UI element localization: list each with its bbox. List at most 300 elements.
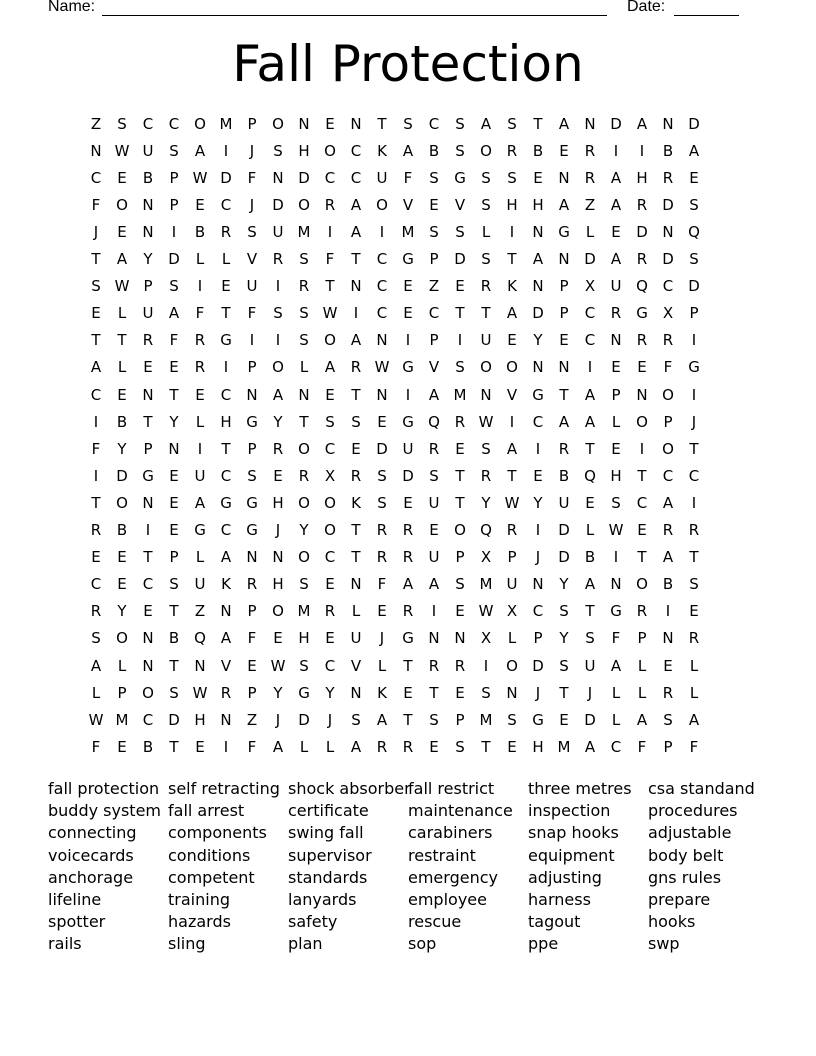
grid-letter: E bbox=[611, 358, 621, 377]
grid-letter: H bbox=[298, 629, 310, 648]
grid-letter: R bbox=[90, 521, 102, 539]
grid-letter: E bbox=[143, 358, 153, 377]
grid-letter: F bbox=[91, 737, 101, 756]
grid-letter: O bbox=[506, 656, 518, 675]
grid-letter: G bbox=[220, 331, 232, 350]
grid-letter: T bbox=[169, 385, 179, 404]
grid-letter: G bbox=[246, 521, 258, 539]
grid-letter: U bbox=[142, 141, 154, 160]
grid-letter: H bbox=[272, 575, 284, 594]
grid-letter: P bbox=[429, 250, 439, 268]
grid-letter: N bbox=[376, 331, 388, 350]
grid-letter: N bbox=[532, 358, 544, 377]
grid-letter: P bbox=[169, 195, 179, 214]
grid-letter: E bbox=[221, 277, 231, 296]
grid-letter: R bbox=[688, 521, 700, 539]
grid-letter: R bbox=[558, 439, 570, 458]
grid-letter: J bbox=[249, 141, 255, 160]
grid-letter: E bbox=[325, 575, 335, 594]
grid-letter: N bbox=[246, 548, 258, 567]
grid-letter: R bbox=[402, 602, 414, 621]
grid-letter: C bbox=[376, 250, 388, 268]
grid-letter: S bbox=[117, 114, 127, 133]
grid-letter: Z bbox=[246, 710, 258, 729]
grid-letter: N bbox=[532, 222, 544, 241]
grid-letter: R bbox=[454, 656, 466, 675]
grid-letter: G bbox=[220, 493, 232, 512]
grid-letter: L bbox=[117, 656, 127, 675]
grid-letter: E bbox=[169, 521, 179, 539]
grid-letter: N bbox=[272, 548, 284, 567]
grid-letter: I bbox=[379, 222, 385, 241]
grid-letter: G bbox=[246, 493, 258, 512]
grid-letter: V bbox=[454, 195, 466, 214]
grid-letter: L bbox=[481, 222, 491, 241]
grid-letter: B bbox=[116, 412, 128, 431]
grid-letter: Q bbox=[688, 222, 700, 241]
grid-letter: E bbox=[117, 548, 127, 567]
grid-letter: A bbox=[402, 575, 414, 594]
grid-letter: L bbox=[377, 656, 387, 675]
grid-letter: O bbox=[324, 331, 336, 350]
grid-letter: E bbox=[273, 466, 283, 485]
grid-letter: D bbox=[272, 195, 284, 214]
grid-letter: P bbox=[247, 114, 257, 133]
grid-letter: U bbox=[350, 629, 362, 648]
word-item: supervisor bbox=[288, 845, 372, 865]
grid-letter: I bbox=[509, 412, 515, 431]
grid-letter: N bbox=[376, 385, 388, 404]
word-item: employee bbox=[408, 890, 487, 909]
grid-letter: P bbox=[533, 629, 543, 648]
grid-letter: T bbox=[377, 114, 387, 133]
grid-letter: A bbox=[532, 250, 544, 268]
word-item: harness bbox=[528, 890, 591, 909]
grid-letter: K bbox=[377, 141, 387, 160]
grid-letter: T bbox=[533, 114, 543, 133]
grid-letter: E bbox=[325, 629, 335, 648]
grid-letter: E bbox=[273, 629, 283, 648]
grid-letter: N bbox=[142, 195, 154, 214]
grid-letter: R bbox=[584, 141, 596, 160]
grid-letter: S bbox=[429, 466, 439, 485]
grid-letter: S bbox=[247, 466, 257, 485]
grid-letter: F bbox=[689, 737, 699, 756]
grid-letter: Y bbox=[117, 602, 127, 621]
grid-letter: A bbox=[350, 331, 362, 350]
grid-letter: M bbox=[479, 575, 493, 594]
grid-letter: C bbox=[220, 195, 232, 214]
grid-letter: E bbox=[455, 277, 465, 296]
word-item: body belt bbox=[648, 845, 724, 865]
word-item: procedures bbox=[648, 801, 738, 821]
grid-letter: M bbox=[297, 222, 311, 241]
grid-letter: K bbox=[221, 575, 231, 594]
grid-letter: O bbox=[272, 602, 284, 621]
grid-letter: P bbox=[663, 412, 673, 431]
grid-letter: B bbox=[558, 466, 570, 485]
word-item: connecting bbox=[48, 823, 137, 843]
grid-letter: T bbox=[689, 548, 699, 567]
grid-letter: C bbox=[220, 385, 232, 404]
grid-letter: N bbox=[480, 385, 492, 404]
grid-letter: Z bbox=[584, 195, 596, 214]
grid-letter: W bbox=[114, 277, 130, 296]
grid-letter: O bbox=[298, 493, 310, 512]
grid-letter: C bbox=[662, 466, 674, 485]
grid-letter: C bbox=[90, 575, 102, 594]
grid-letter: P bbox=[559, 304, 569, 323]
grid-letter: Q bbox=[636, 277, 648, 296]
grid-letter: A bbox=[636, 710, 648, 729]
grid-letter: S bbox=[325, 412, 335, 431]
grid-letter: R bbox=[662, 521, 674, 539]
grid-letter: A bbox=[428, 385, 440, 404]
grid-letter: T bbox=[169, 737, 179, 756]
grid-letter: E bbox=[455, 602, 465, 621]
grid-letter: J bbox=[93, 222, 99, 241]
grid-letter: U bbox=[402, 439, 414, 458]
grid-letter: R bbox=[376, 521, 388, 539]
word-item: inspection bbox=[528, 801, 611, 821]
grid-letter: A bbox=[272, 385, 284, 404]
grid-letter: O bbox=[116, 629, 128, 648]
grid-letter: C bbox=[90, 168, 102, 187]
grid-letter: H bbox=[194, 710, 206, 729]
grid-letter: T bbox=[481, 737, 491, 756]
grid-letter: I bbox=[613, 141, 619, 160]
grid-letter: X bbox=[480, 629, 492, 648]
grid-letter: Y bbox=[325, 683, 335, 702]
grid-letter: C bbox=[350, 141, 362, 160]
grid-letter: C bbox=[220, 521, 232, 539]
grid-letter: O bbox=[142, 683, 154, 702]
grid-letter: D bbox=[402, 466, 414, 485]
grid-letter: D bbox=[168, 250, 180, 268]
grid-letter: S bbox=[481, 250, 491, 268]
grid-letter: C bbox=[142, 710, 154, 729]
grid-letter: P bbox=[169, 168, 179, 187]
grid-letter: N bbox=[558, 168, 570, 187]
word-item: equipment bbox=[528, 845, 615, 865]
grid-letter: N bbox=[428, 629, 440, 648]
grid-letter: S bbox=[429, 222, 439, 241]
grid-letter: A bbox=[350, 195, 362, 214]
grid-letter: P bbox=[247, 439, 257, 458]
grid-letter: W bbox=[322, 304, 338, 323]
grid-letter: R bbox=[402, 548, 414, 567]
grid-letter: N bbox=[142, 385, 154, 404]
grid-letter: T bbox=[689, 439, 699, 458]
grid-letter: A bbox=[636, 114, 648, 133]
word-item: maintenance bbox=[408, 801, 513, 821]
grid-letter: R bbox=[350, 466, 362, 485]
grid-letter: R bbox=[636, 602, 648, 621]
grid-letter: T bbox=[299, 412, 309, 431]
grid-letter: I bbox=[483, 656, 489, 675]
grid-letter: G bbox=[610, 602, 622, 621]
grid-letter: S bbox=[481, 439, 491, 458]
grid-letter: A bbox=[584, 412, 596, 431]
grid-letter: T bbox=[559, 683, 569, 702]
grid-letter: N bbox=[584, 114, 596, 133]
grid-letter: I bbox=[405, 331, 411, 350]
grid-letter: P bbox=[507, 548, 517, 567]
grid-letter: L bbox=[611, 683, 621, 702]
grid-letter: N bbox=[610, 575, 622, 594]
grid-letter: D bbox=[584, 710, 596, 729]
grid-letter: X bbox=[324, 466, 336, 485]
grid-letter: L bbox=[195, 250, 205, 268]
grid-letter: Y bbox=[559, 629, 569, 648]
grid-letter: S bbox=[351, 710, 361, 729]
grid-letter: E bbox=[689, 602, 699, 621]
grid-letter: N bbox=[350, 683, 362, 702]
grid-letter: F bbox=[611, 629, 621, 648]
grid-letter: J bbox=[587, 683, 593, 702]
grid-letter: D bbox=[298, 710, 310, 729]
grid-letter: O bbox=[324, 493, 336, 512]
grid-letter: L bbox=[637, 656, 647, 675]
grid-letter: O bbox=[636, 575, 648, 594]
grid-letter: R bbox=[662, 168, 674, 187]
word-item: three metres bbox=[528, 779, 632, 798]
word-item: hazards bbox=[168, 912, 231, 932]
grid-letter: H bbox=[220, 412, 232, 431]
grid-letter: A bbox=[662, 548, 674, 567]
grid-letter: R bbox=[454, 412, 466, 431]
word-item: swp bbox=[648, 934, 680, 954]
grid-letter: L bbox=[507, 629, 517, 648]
grid-letter: A bbox=[584, 385, 596, 404]
grid-letter: R bbox=[90, 602, 102, 621]
word-item: self retracting bbox=[168, 779, 280, 798]
grid-letter: P bbox=[455, 710, 465, 729]
grid-letter: T bbox=[455, 493, 465, 512]
grid-letter: E bbox=[663, 656, 673, 675]
grid-letter: U bbox=[584, 656, 596, 675]
grid-letter: I bbox=[275, 277, 281, 296]
word-item: carabiners bbox=[408, 823, 493, 843]
grid-letter: S bbox=[611, 493, 621, 512]
grid-letter: I bbox=[691, 493, 697, 512]
grid-letter: B bbox=[194, 222, 206, 241]
grid-letter: D bbox=[662, 250, 674, 268]
grid-letter: N bbox=[220, 710, 232, 729]
grid-letter: E bbox=[91, 548, 101, 567]
grid-letter: S bbox=[559, 656, 569, 675]
grid-letter: E bbox=[611, 439, 621, 458]
grid-letter: D bbox=[168, 710, 180, 729]
word-item: competent bbox=[168, 867, 255, 887]
grid-letter: E bbox=[377, 602, 387, 621]
grid-letter: U bbox=[506, 575, 518, 594]
grid-letter: L bbox=[117, 358, 127, 377]
grid-letter: I bbox=[639, 141, 645, 160]
grid-letter: E bbox=[117, 575, 127, 594]
grid-letter: E bbox=[429, 195, 439, 214]
grid-letter: O bbox=[480, 141, 492, 160]
grid-letter: C bbox=[610, 737, 622, 756]
grid-letter: D bbox=[532, 656, 544, 675]
grid-letter: T bbox=[351, 548, 361, 567]
grid-letter: T bbox=[585, 439, 595, 458]
grid-letter: C bbox=[376, 304, 388, 323]
grid-letter: E bbox=[195, 195, 205, 214]
grid-letter: X bbox=[480, 548, 492, 567]
grid-letter: E bbox=[429, 737, 439, 756]
grid-letter: G bbox=[194, 521, 206, 539]
grid-letter: I bbox=[93, 466, 99, 485]
grid-letter: S bbox=[91, 277, 101, 296]
grid-letter: T bbox=[91, 250, 101, 268]
grid-letter: O bbox=[480, 358, 492, 377]
grid-letter: A bbox=[506, 304, 518, 323]
grid-letter: A bbox=[584, 575, 596, 594]
grid-letter: M bbox=[115, 710, 129, 729]
grid-letter: G bbox=[246, 412, 258, 431]
date-label: Date: bbox=[627, 0, 666, 15]
grid-letter: V bbox=[506, 385, 518, 404]
grid-letter: F bbox=[91, 439, 101, 458]
grid-letter: A bbox=[324, 358, 336, 377]
grid-letter: E bbox=[169, 493, 179, 512]
grid-letter: E bbox=[403, 683, 413, 702]
grid-letter: S bbox=[299, 575, 309, 594]
grid-letter: H bbox=[610, 466, 622, 485]
grid-letter: R bbox=[480, 466, 492, 485]
grid-letter: N bbox=[454, 629, 466, 648]
grid-letter: E bbox=[195, 737, 205, 756]
grid-letter: F bbox=[377, 575, 387, 594]
grid-letter: W bbox=[608, 521, 624, 539]
grid-letter: A bbox=[90, 358, 102, 377]
grid-letter: K bbox=[351, 493, 361, 512]
word-item: ppe bbox=[528, 934, 559, 954]
grid-letter: A bbox=[194, 141, 206, 160]
grid-letter: L bbox=[195, 548, 205, 567]
grid-letter: N bbox=[142, 656, 154, 675]
word-item: shock absorber bbox=[288, 779, 411, 798]
grid-letter: C bbox=[142, 114, 154, 133]
grid-letter: N bbox=[142, 629, 154, 648]
grid-letter: I bbox=[535, 521, 541, 539]
grid-letter: F bbox=[247, 629, 257, 648]
grid-letter: S bbox=[507, 114, 517, 133]
grid-letter: L bbox=[585, 222, 595, 241]
grid-letter: W bbox=[478, 602, 494, 621]
grid-letter: A bbox=[376, 710, 388, 729]
grid-letter: D bbox=[584, 250, 596, 268]
grid-letter: L bbox=[585, 521, 595, 539]
grid-letter: L bbox=[91, 683, 101, 702]
grid-letter: E bbox=[559, 331, 569, 350]
grid-letter: Z bbox=[194, 602, 206, 621]
grid-letter: E bbox=[507, 331, 517, 350]
grid-letter: M bbox=[219, 114, 233, 133]
grid-letter: E bbox=[429, 521, 439, 539]
grid-letter: D bbox=[636, 222, 648, 241]
grid-letter: N bbox=[350, 114, 362, 133]
grid-letter: S bbox=[455, 114, 465, 133]
grid-letter: D bbox=[688, 114, 700, 133]
grid-letter: O bbox=[272, 358, 284, 377]
grid-letter: R bbox=[662, 331, 674, 350]
grid-letter: H bbox=[298, 141, 310, 160]
grid-letter: E bbox=[325, 385, 335, 404]
grid-letter: Q bbox=[584, 466, 596, 485]
grid-letter: C bbox=[168, 114, 180, 133]
grid-letter: S bbox=[429, 168, 439, 187]
grid-letter: R bbox=[298, 277, 310, 296]
grid-letter: T bbox=[637, 466, 647, 485]
grid-letter: C bbox=[688, 466, 700, 485]
grid-letter: G bbox=[402, 629, 414, 648]
grid-letter: S bbox=[169, 277, 179, 296]
grid-letter: P bbox=[247, 358, 257, 377]
grid-letter: S bbox=[455, 141, 465, 160]
grid-letter: T bbox=[403, 656, 413, 675]
grid-letter: D bbox=[662, 195, 674, 214]
grid-letter: O bbox=[116, 493, 128, 512]
grid-letter: S bbox=[169, 141, 179, 160]
word-item: components bbox=[168, 823, 267, 843]
grid-letter: R bbox=[402, 737, 414, 756]
word-item: fall arrest bbox=[168, 801, 245, 821]
word-item: voicecards bbox=[48, 845, 134, 865]
grid-letter: J bbox=[535, 548, 541, 567]
grid-letter: R bbox=[194, 331, 206, 350]
word-item: restraint bbox=[408, 845, 476, 865]
grid-letter: N bbox=[298, 114, 310, 133]
grid-letter: T bbox=[403, 710, 413, 729]
grid-letter: J bbox=[327, 710, 333, 729]
grid-letter: N bbox=[194, 656, 206, 675]
grid-letter: E bbox=[117, 737, 127, 756]
grid-letter: N bbox=[142, 493, 154, 512]
grid-letter: A bbox=[350, 737, 362, 756]
grid-letter: F bbox=[195, 304, 205, 323]
grid-letter: N bbox=[350, 575, 362, 594]
grid-letter: E bbox=[689, 168, 699, 187]
grid-letter: V bbox=[220, 656, 232, 675]
grid-letter: A bbox=[558, 195, 570, 214]
grid-letter: K bbox=[507, 277, 517, 296]
grid-letter: X bbox=[584, 277, 596, 296]
grid-letter: G bbox=[402, 358, 414, 377]
grid-letter: S bbox=[91, 629, 101, 648]
grid-letter: N bbox=[558, 250, 570, 268]
grid-letter: J bbox=[535, 683, 541, 702]
grid-letter: I bbox=[197, 277, 203, 296]
grid-letter: R bbox=[506, 141, 518, 160]
grid-letter: U bbox=[480, 331, 492, 350]
grid-letter: I bbox=[93, 412, 99, 431]
grid-letter: T bbox=[351, 250, 361, 268]
word-item: gns rules bbox=[648, 867, 722, 887]
grid-letter: Y bbox=[533, 493, 543, 512]
grid-letter: K bbox=[377, 683, 387, 702]
grid-letter: P bbox=[455, 548, 465, 567]
grid-letter: R bbox=[402, 521, 414, 539]
grid-letter: O bbox=[194, 114, 206, 133]
grid-letter: E bbox=[169, 358, 179, 377]
grid-letter: C bbox=[584, 304, 596, 323]
grid-letter: M bbox=[557, 737, 571, 756]
grid-letter: T bbox=[91, 493, 101, 512]
grid-letter: S bbox=[455, 358, 465, 377]
grid-letter: D bbox=[688, 277, 700, 296]
